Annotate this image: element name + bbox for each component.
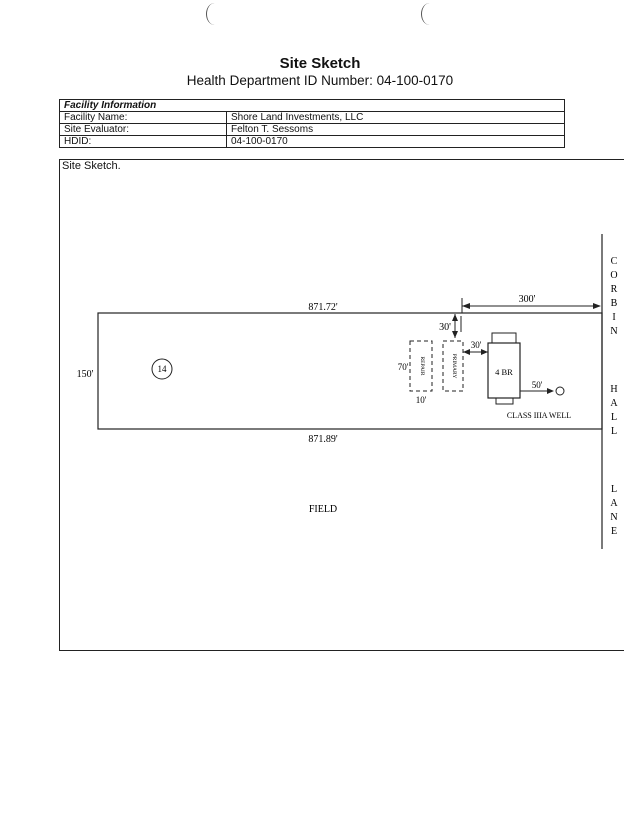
road-letter: A (610, 398, 618, 409)
arrow-down-icon (452, 331, 458, 338)
arrow-right-icon (593, 303, 601, 309)
arrow-right-icon (547, 388, 554, 394)
road-letter: N (610, 512, 618, 523)
road-letter: L (610, 484, 618, 495)
road-letter: H (610, 384, 618, 395)
arrow-up-icon (452, 314, 458, 321)
site-sketch-label: Site Sketch. (62, 160, 121, 172)
page-subtitle: Health Department ID Number: 04-100-0170 (186, 73, 454, 88)
road-letter: R (610, 284, 618, 295)
facility-name-label: Facility Name: (60, 112, 227, 124)
house-label: 4 BR (495, 367, 513, 377)
lot-width-label: 150' (76, 369, 94, 380)
site-evaluator-value: Felton T. Sessoms (227, 124, 565, 136)
road-letter: B (610, 298, 618, 309)
setback-road-label: 300' (518, 294, 536, 305)
primary-label: PRIMARY (451, 353, 457, 379)
facility-name-value: Shore Land Investments, LLC (227, 112, 565, 124)
site-evaluator-label: Site Evaluator: (60, 124, 227, 136)
road-letter: E (610, 526, 618, 537)
repair-label: REPAIR (419, 356, 425, 376)
hdid-label: HDID: (60, 136, 227, 148)
house-step (496, 398, 513, 404)
road-letter: I (612, 312, 616, 323)
road-letter: L (610, 426, 618, 437)
facility-info-heading: Facility Information (60, 100, 565, 112)
arrow-left-icon (463, 349, 470, 355)
setback-between-label: 30' (470, 340, 482, 350)
setback-top-label: 30' (439, 322, 451, 333)
well-label: CLASS IIIA WELL (506, 411, 572, 420)
road-name (610, 256, 618, 537)
page-title: Site Sketch (279, 55, 361, 72)
bottom-length-label: 871.89' (308, 434, 338, 445)
hdid-value: 04-100-0170 (227, 136, 565, 148)
top-length-label: 871.72' (308, 302, 338, 313)
field-label: FIELD (308, 504, 338, 515)
house-porch (492, 333, 516, 343)
well-distance-label: 50' (531, 380, 543, 390)
drainfield-length-label: 70' (397, 362, 409, 372)
lot-number: 14 (157, 364, 167, 374)
arrow-left-icon (462, 303, 470, 309)
road-letter: N (610, 326, 618, 337)
well-icon (556, 387, 564, 395)
road-letter: O (610, 270, 618, 281)
road-letter: C (610, 256, 618, 267)
road-letter: L (610, 412, 618, 423)
drainfield-width-label: 10' (415, 395, 427, 405)
arrow-right-icon (481, 349, 488, 355)
road-letter: A (610, 498, 618, 509)
